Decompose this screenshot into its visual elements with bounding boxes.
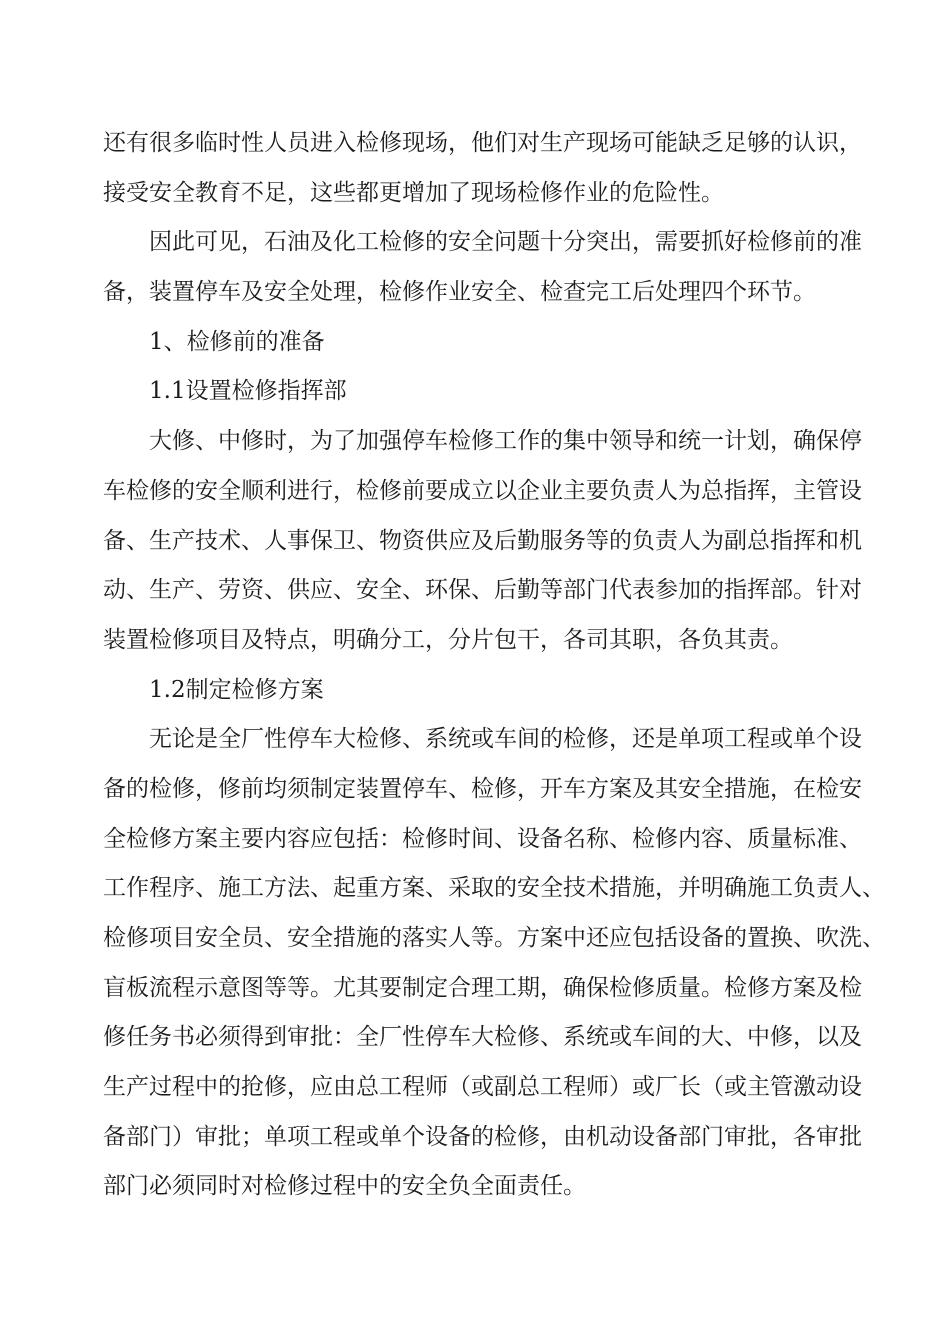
- text-line: 备的检修，修前均须制定装置停车、检修，开车方案及其安全措施，在检安: [103, 775, 862, 802]
- text-line: 动、生产、劳资、供应、安全、环保、后勤等部门代表参加的指挥部。针对: [103, 577, 862, 604]
- text-line: 还有很多临时性人员进入检修现场，他们对生产现场可能缺乏足够的认识，: [103, 130, 862, 156]
- text-line: 装置检修项目及特点，明确分工，分片包干，各司其职，各负其责。: [103, 626, 793, 653]
- text-line: 接受安全教育不足，这些都更增加了现场检修作业的危险性。: [103, 179, 724, 206]
- subsection-heading: 1.2制定检修方案: [149, 676, 324, 703]
- subsection-heading: 1.1设置检修指挥部: [149, 378, 347, 405]
- paragraph-start-line: 无论是全厂性停车大检修、系统或车间的检修，还是单项工程或单个设: [149, 726, 862, 753]
- section-heading: 1、检修前的准备: [149, 328, 325, 355]
- paragraph-start-line: 因此可见，石油及化工检修的安全问题十分突出，需要抓好检修前的准: [149, 229, 862, 256]
- text-line: 生产过程中的抢修，应由总工程师（或副总工程师）或厂长（或主管激动设: [103, 1074, 862, 1101]
- text-line: 检修项目安全员、安全措施的落实人等。方案中还应包括设备的置换、吹洗、: [103, 925, 885, 951]
- text-line: 修任务书必须得到审批：全厂性停车大检修、系统或车间的大、中修，以及: [103, 1024, 862, 1051]
- text-line: 部门必须同时对检修过程中的安全负全面责任。: [103, 1173, 586, 1200]
- text-line: 工作程序、施工方法、起重方案、采取的安全技术措施，并明确施工负责人、: [103, 875, 885, 902]
- paragraph-start-line: 大修、中修时，为了加强停车检修工作的集中领导和统一计划，确保停: [149, 428, 862, 455]
- text-line: 备，装置停车及安全处理，检修作业安全、检查完工后处理四个环节。: [103, 279, 816, 306]
- document-body: [103, 119, 885, 1212]
- text-line: 盲板流程示意图等等。尤其要制定合理工期，确保检修质量。检修方案及检: [103, 974, 862, 1001]
- text-line: 备、生产技术、人事保卫、物资供应及后勤服务等的负责人为副总指挥和机: [103, 527, 862, 554]
- text-line: 全检修方案主要内容应包括：检修时间、设备名称、检修内容、质量标准、: [103, 825, 862, 852]
- text-line: 车检修的安全顺利进行，检修前要成立以企业主要负责人为总指挥，主管设: [103, 477, 862, 504]
- text-line: 备部门）审批；单项工程或单个设备的检修，由机动设备部门审批，各审批: [103, 1123, 862, 1150]
